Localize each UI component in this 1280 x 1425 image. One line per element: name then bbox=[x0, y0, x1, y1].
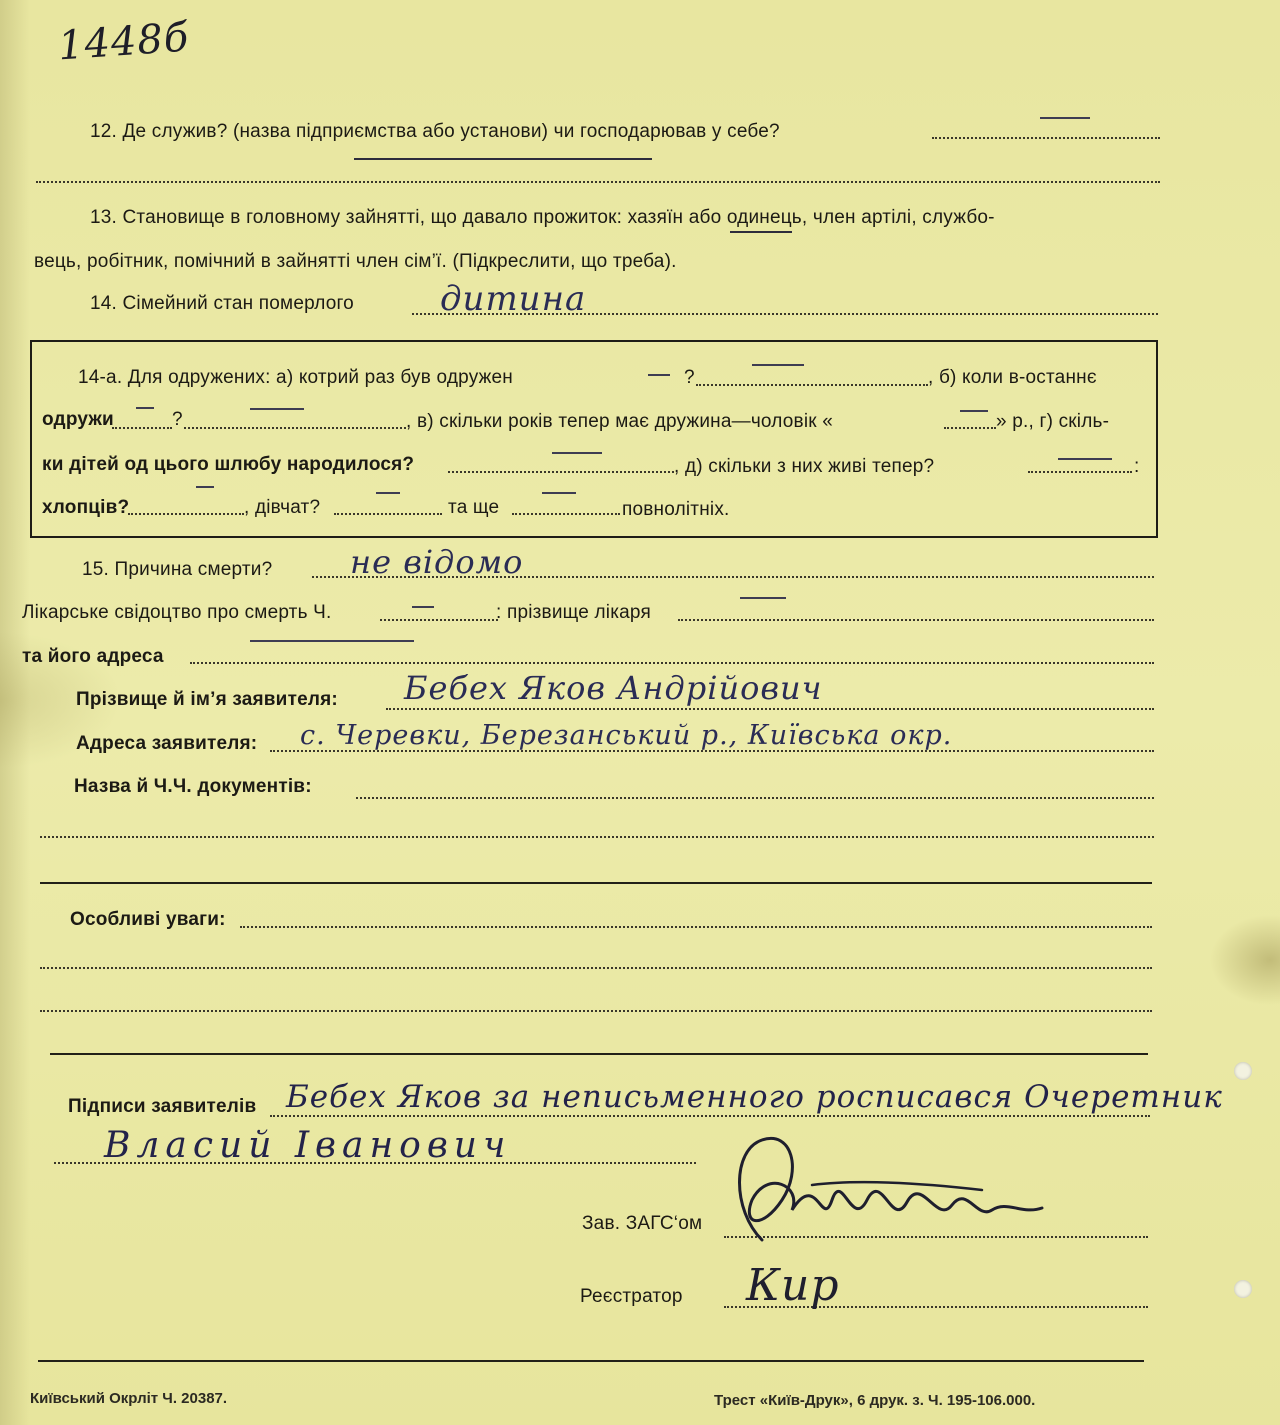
q14a-times-married-dash bbox=[648, 374, 670, 376]
q14a-line4-dash3 bbox=[542, 492, 576, 494]
remarks-line-1 bbox=[240, 926, 1152, 928]
footer-left-imprint: Київський Окрліт Ч. 20387. bbox=[30, 1390, 228, 1407]
q14a-line3-field1 bbox=[448, 471, 674, 473]
signatures-label: Підписи заявителів bbox=[68, 1096, 257, 1117]
q12-answer-line bbox=[932, 137, 1160, 139]
documents-label: Назва й Ч.Ч. документів: bbox=[74, 776, 312, 797]
q12-answer-dash bbox=[1040, 117, 1090, 119]
q12-underline bbox=[354, 158, 652, 160]
q14a-line2-a: одружи bbox=[42, 409, 114, 430]
q13-line1: 13. Становище в головному зайнятті, що давало прожиток: хазяїн або одинець, член артілі, службо- bbox=[90, 207, 995, 228]
q14a-line3-a: ки дітей од цього шлюбу народилося? bbox=[42, 454, 415, 475]
remarks-line-2 bbox=[40, 967, 1152, 969]
doctor-name-dash bbox=[740, 597, 786, 599]
q14a-line1-c: , б) коли в-останнє bbox=[928, 367, 1097, 388]
applicant-name-value: Бебех Яков Андрійович bbox=[404, 669, 823, 707]
doctor-address-dash bbox=[250, 640, 414, 642]
section-divider-2 bbox=[50, 1053, 1148, 1055]
documents-line bbox=[356, 797, 1154, 799]
q14a-line2-field1 bbox=[112, 427, 172, 429]
signatures-line1-value: Бебех Яков за неписьменного росписався Очеретник bbox=[286, 1079, 1223, 1115]
q14a-line3-dash2 bbox=[1058, 458, 1112, 460]
zags-head-signature bbox=[722, 1130, 1052, 1270]
q14a-line4-a: хлопців? bbox=[42, 497, 130, 518]
applicant-name-label: Прізвище й ім’я заявителя: bbox=[76, 689, 338, 710]
remarks-label: Особливі уваги: bbox=[70, 909, 226, 930]
q14a-line2-field3 bbox=[944, 427, 996, 429]
q14a-line1-field-dash bbox=[752, 364, 804, 366]
q14a-line4-dash2 bbox=[376, 492, 400, 494]
q12-label: 12. Де служив? (назва підприємства або установи) чи господарював у себе? bbox=[90, 121, 780, 142]
documents-line-2 bbox=[40, 836, 1154, 838]
q14a-line4-b: , дівчат? bbox=[244, 497, 321, 518]
medical-certificate-number-line bbox=[380, 619, 498, 621]
section-divider-3 bbox=[38, 1360, 1144, 1362]
registrar-signature: Кир bbox=[746, 1260, 840, 1311]
q14a-line1-a: 14-а. Для одружених: а) котрий раз був одружен bbox=[78, 367, 513, 388]
q14a-line3-c: : bbox=[1134, 456, 1140, 477]
q13-line2: вець, робітник, помічний в зайнятті член сім’ї. (Підкреслити, що треба). bbox=[34, 251, 677, 272]
q14a-line2-dash1 bbox=[136, 407, 154, 409]
q12-second-line bbox=[36, 181, 1160, 183]
q14a-line4-field2 bbox=[334, 513, 442, 515]
registrar-label: Реєстратор bbox=[580, 1286, 683, 1307]
medical-certificate-dash bbox=[412, 606, 434, 608]
doctor-name-line bbox=[678, 619, 1154, 621]
zags-head-label: Зав. ЗАГС‘ом bbox=[582, 1213, 703, 1234]
q14a-line1-b: ? bbox=[684, 367, 695, 388]
q14a-line2-dash3 bbox=[960, 410, 988, 412]
remarks-line-3 bbox=[40, 1010, 1152, 1012]
q14a-line3-dash1 bbox=[552, 452, 602, 454]
q14a-line2-field2 bbox=[184, 427, 406, 429]
q14a-line2-b: ? bbox=[172, 409, 183, 430]
q14a-line2-d: » р., г) скіль- bbox=[996, 411, 1110, 432]
q14a-line4-dash1 bbox=[196, 486, 214, 488]
signatures-line2-value: Власий Іванович bbox=[104, 1125, 512, 1166]
q13-underline-owner bbox=[730, 231, 792, 233]
archive-number: 1448б bbox=[56, 14, 191, 70]
q14a-line1-field bbox=[696, 384, 928, 386]
q14a-line2-c: , в) скільки років тепер має дружина—чоловік « bbox=[406, 411, 834, 432]
q14a-line4-field3 bbox=[512, 513, 620, 515]
q14-label: 14. Сімейний стан померлого bbox=[90, 293, 354, 314]
applicant-name-line bbox=[386, 708, 1154, 710]
footer-right-imprint: Трест «Київ-Друк», 6 друк. з. Ч. 195-106.000. bbox=[714, 1392, 1036, 1409]
q14-answer: дитина bbox=[440, 279, 587, 319]
q14a-line3-b: , д) скільки з них живі тепер? bbox=[674, 456, 935, 477]
punch-hole-bottom bbox=[1234, 1280, 1252, 1298]
doctor-name-label: : прізвище лікаря bbox=[496, 602, 651, 623]
q14a-line4-field1 bbox=[128, 513, 244, 515]
applicant-address-value: с. Черевки, Березанський р., Київська окр. bbox=[300, 720, 953, 751]
doctor-address-line bbox=[190, 662, 1154, 664]
applicant-address-label: Адреса заявителя: bbox=[76, 733, 258, 754]
signatures-line-1 bbox=[270, 1115, 1150, 1117]
q14a-line4-c: та ще bbox=[448, 497, 500, 518]
q14a-line3-field2 bbox=[1028, 471, 1132, 473]
q15-label: 15. Причина смерти? bbox=[82, 559, 273, 580]
punch-hole-top bbox=[1234, 1062, 1252, 1080]
q15-answer: не відомо bbox=[350, 543, 524, 581]
section-divider-1 bbox=[40, 882, 1152, 884]
q14a-line2-dash2 bbox=[250, 408, 304, 410]
doctor-address-label: та його адреса bbox=[22, 646, 164, 667]
q14a-line4-d: повнолітніх. bbox=[622, 499, 730, 520]
medical-certificate-label: Лікарське свідоцтво про смерть Ч. bbox=[22, 602, 332, 623]
